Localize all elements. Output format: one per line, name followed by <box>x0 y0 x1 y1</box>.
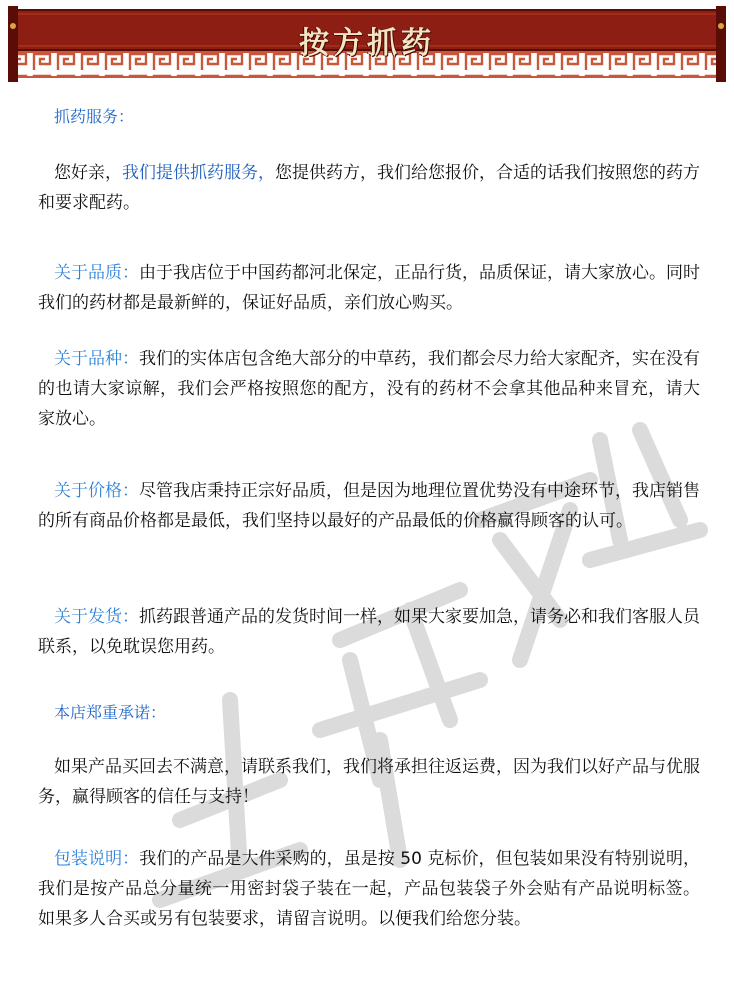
price-paragraph <box>38 476 700 536</box>
packaging-label: 包装说明： <box>54 849 140 869</box>
price-text: 尽管我店秉持正宗好品质，但是因为地理位置优势没有中途环节，我店销售的所有商品价格都是最低，我们坚持以最好的产品最低的价格赢得顾客的认可。 <box>38 481 700 531</box>
variety-text: 我们的实体店包含绝大部分的中草药，我们都会尽力给大家配齐，实在没有的也请大家谅解，我们会严格按照您的配方，没有的药材不会拿其他品种来冒充，请大家放心。 <box>38 349 700 429</box>
service-heading: 抓药服务： <box>54 107 135 126</box>
service-text-pre: 您好亲， <box>54 163 122 183</box>
shipping-paragraph <box>38 602 700 662</box>
shipping-text: 抓药跟普通产品的发货时间一样，如果大家要加急，请务必和我们客服人员联系，以免耽误您用药。 <box>38 607 700 657</box>
quality-text: 由于我店位于中国药都河北保定，正品行货，品质保证，请大家放心。同时我们的药材都是最新鲜的，保证好品质，亲们放心购买。 <box>38 263 700 313</box>
packaging-paragraph <box>38 844 700 934</box>
promise-paragraph: 如果产品买回去不满意，请联系我们，我们将承担往返运费，因为我们以好产品与优服务，赢得顾客的信任与支持！ <box>38 757 700 807</box>
quality-label: 关于品质： <box>54 263 139 283</box>
shipping-label: 关于发货： <box>54 607 139 627</box>
service-paragraph <box>38 158 700 218</box>
promise-heading: 本店郑重承诺： <box>54 703 167 722</box>
service-text-highlight: 我们提供抓药服务， <box>122 163 275 183</box>
banner-title: 按方抓药 <box>299 26 435 61</box>
packaging-text: 我们的产品是大件采购的，虽是按 50 克标价，但包装如果没有特别说明，我们是按产品总分量统一用密封袋子装在一起，产品包装袋子外会贴有产品说明标签。如果多人合买或另有包装要求，请留言说明。以便我们给您分装。 <box>38 849 700 929</box>
service-text-post: 您提供药方，我们给您报价，合适的话我们按照您的药方和要求配药。 <box>38 163 700 213</box>
header-banner <box>8 6 726 82</box>
variety-label: 关于品种： <box>54 349 139 369</box>
variety-paragraph <box>38 344 700 434</box>
price-label: 关于价格： <box>54 481 139 501</box>
quality-paragraph <box>38 258 700 318</box>
